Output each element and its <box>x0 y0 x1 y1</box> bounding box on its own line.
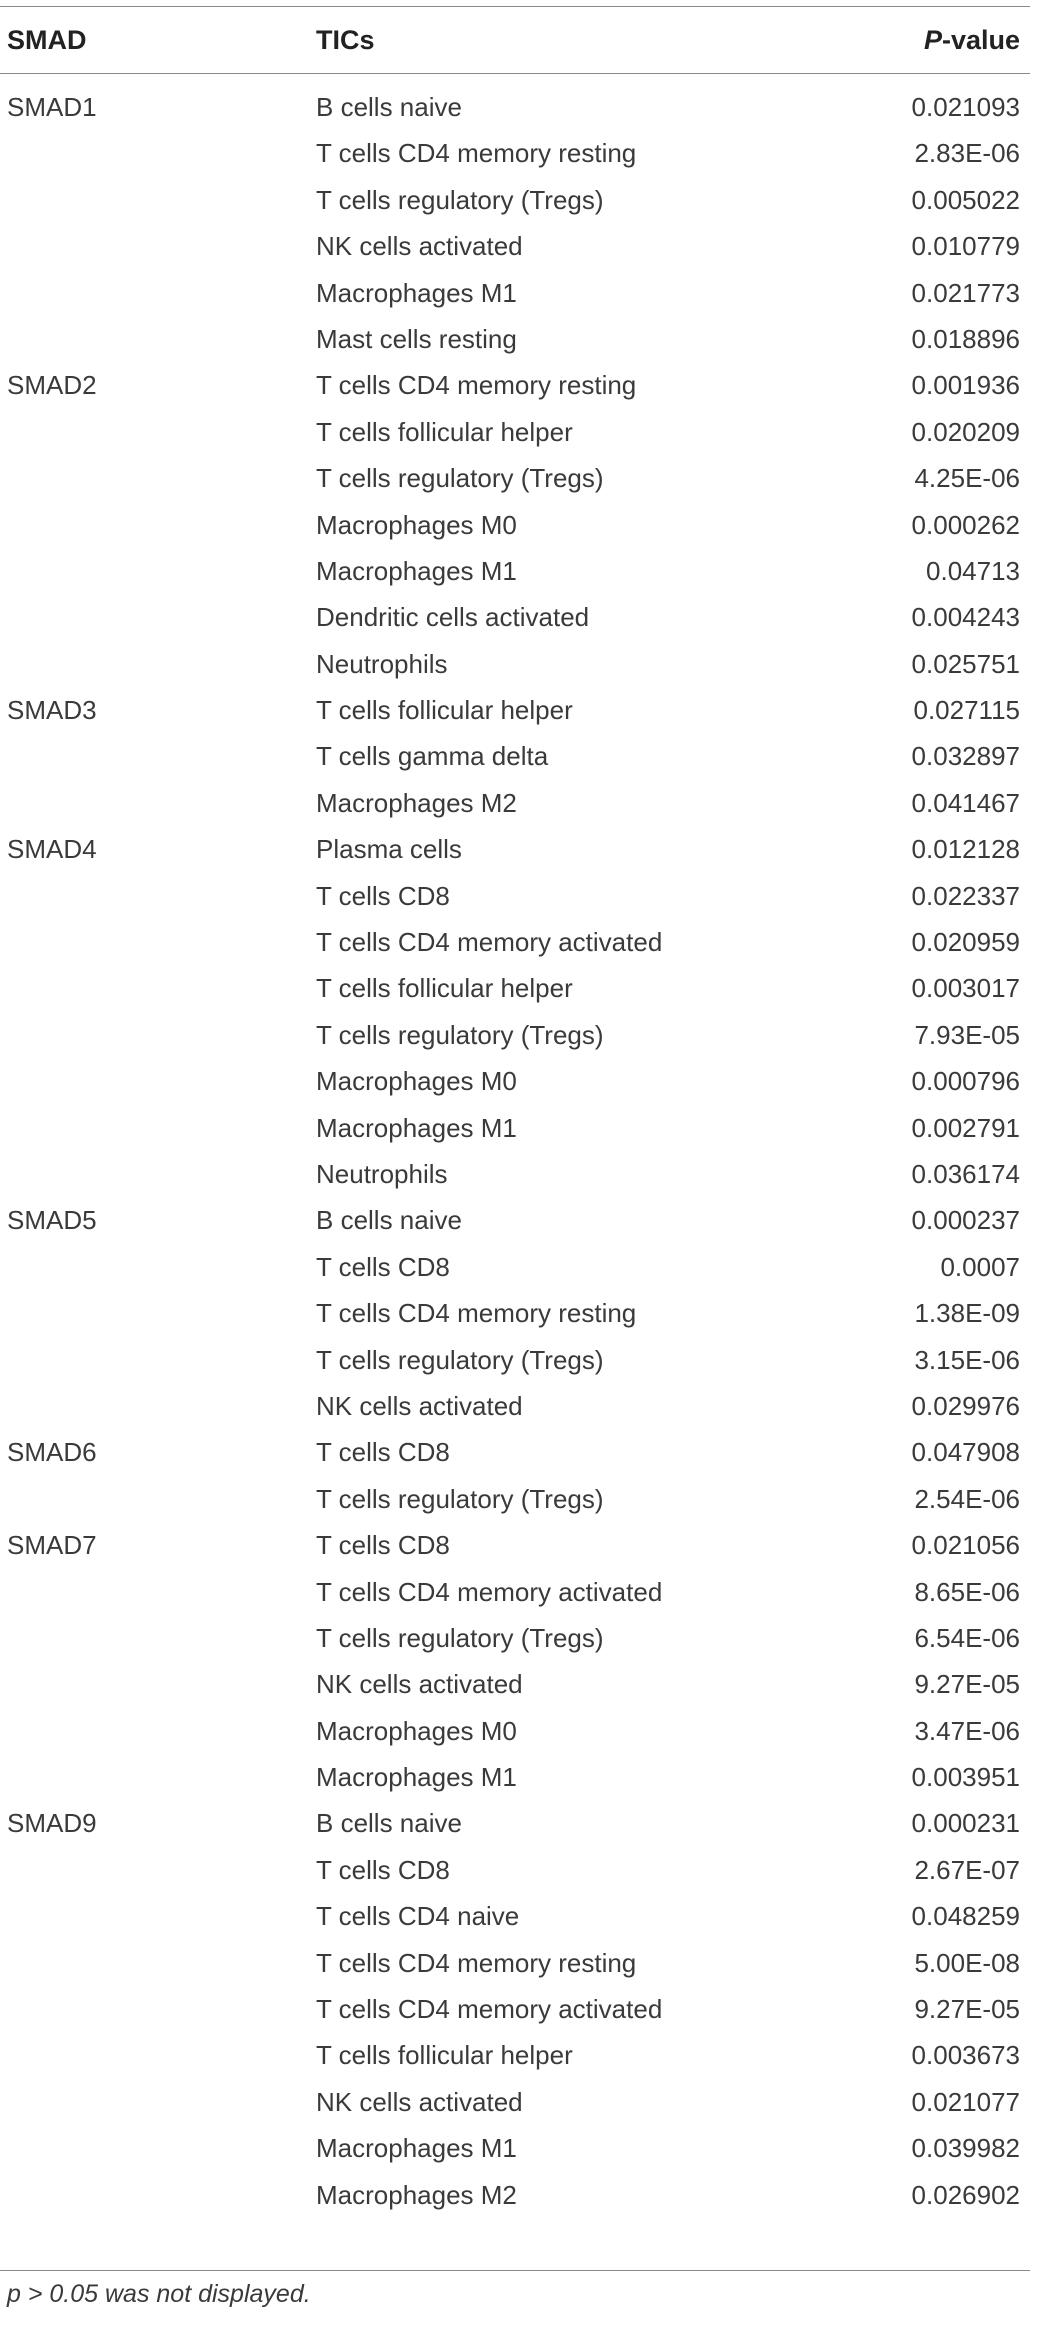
cell-tic: T cells CD8 <box>316 1854 450 1885</box>
cell-p-value: 0.021773 <box>911 277 1020 308</box>
table-header-rule <box>0 73 1030 74</box>
cell-tic: B cells naive <box>316 1205 462 1236</box>
cell-tic: Plasma cells <box>316 834 462 865</box>
cell-p-value: 0.020959 <box>911 927 1020 958</box>
cell-smad: SMAD9 <box>7 1808 97 1839</box>
table-row <box>0 2129 1030 2175</box>
table-row <box>0 1248 1030 1294</box>
cell-p-value: 0.018896 <box>911 323 1020 354</box>
cell-tic: T cells follicular helper <box>316 695 573 726</box>
cell-smad: SMAD7 <box>7 1530 97 1561</box>
cell-p-value: 0.003017 <box>911 973 1020 1004</box>
cell-tic: T cells regulatory (Tregs) <box>316 1019 604 1050</box>
table-row <box>0 1294 1030 1340</box>
table-row <box>0 1619 1030 1665</box>
table-row <box>0 1201 1030 1247</box>
cell-tic: T cells follicular helper <box>316 2040 573 2071</box>
cell-tic: Macrophages M2 <box>316 787 517 818</box>
cell-smad: SMAD6 <box>7 1437 97 1468</box>
cell-tic: T cells CD4 memory activated <box>316 1576 663 1607</box>
cell-tic: T cells CD4 memory resting <box>316 370 637 401</box>
cell-tic: T cells CD4 memory resting <box>316 1947 637 1978</box>
table-row <box>0 598 1030 644</box>
cell-tic: T cells follicular helper <box>316 416 573 447</box>
cell-tic: Macrophages M1 <box>316 2133 517 2164</box>
table-row <box>0 1526 1030 1572</box>
cell-tic: Macrophages M1 <box>316 555 517 586</box>
table-row <box>0 969 1030 1015</box>
table-row <box>0 784 1030 830</box>
cell-p-value: 0.005022 <box>911 184 1020 215</box>
cell-p-value: 9.27E-05 <box>914 1994 1020 2025</box>
table-row <box>0 181 1030 227</box>
cell-p-value: 0.020209 <box>911 416 1020 447</box>
cell-p-value: 0.036174 <box>911 1158 1020 1189</box>
table-row <box>0 1897 1030 1943</box>
header-p-letter: P <box>923 25 942 55</box>
table-row <box>0 1062 1030 1108</box>
cell-tic: T cells CD4 naive <box>316 1901 520 1932</box>
cell-p-value: 0.04713 <box>926 555 1020 586</box>
table-row <box>0 2176 1030 2222</box>
table-row <box>0 1016 1030 1062</box>
cell-p-value: 0.026902 <box>911 2179 1020 2210</box>
cell-p-value: 2.67E-07 <box>914 1854 1020 1885</box>
table-body <box>0 88 1030 2222</box>
table-row <box>0 830 1030 876</box>
cell-tic: Macrophages M1 <box>316 1112 517 1143</box>
table-row <box>0 1387 1030 1433</box>
table-row <box>0 1712 1030 1758</box>
table-row <box>0 1155 1030 1201</box>
cell-tic: Macrophages M0 <box>316 509 517 540</box>
table-row <box>0 1480 1030 1526</box>
table-row <box>0 1573 1030 1619</box>
cell-p-value: 0.048259 <box>911 1901 1020 1932</box>
cell-p-value: 6.54E-06 <box>914 1622 1020 1653</box>
cell-tic: NK cells activated <box>316 1669 523 1700</box>
cell-smad: SMAD2 <box>7 370 97 401</box>
cell-p-value: 0.010779 <box>911 231 1020 262</box>
cell-tic: B cells naive <box>316 92 462 122</box>
cell-p-value: 0.021093 <box>911 92 1020 122</box>
cell-tic: T cells CD4 memory resting <box>316 138 637 169</box>
cell-p-value: 0.003951 <box>911 1762 1020 1793</box>
cell-tic: Macrophages M0 <box>316 1066 517 1097</box>
table-footnote: p > 0.05 was not displayed. <box>7 2280 311 2308</box>
cell-p-value: 0.041467 <box>911 787 1020 818</box>
cell-p-value: 4.25E-06 <box>914 463 1020 494</box>
table-row <box>0 1804 1030 1850</box>
table-row <box>0 645 1030 691</box>
table-header-row <box>0 8 1030 72</box>
table-top-rule <box>0 6 1030 7</box>
table-row <box>0 366 1030 412</box>
cell-p-value: 0.021077 <box>911 2086 1020 2117</box>
table-row <box>0 1341 1030 1387</box>
cell-p-value: 3.15E-06 <box>914 1344 1020 1375</box>
cell-smad: SMAD5 <box>7 1205 97 1236</box>
cell-p-value: 7.93E-05 <box>914 1019 1020 1050</box>
table-row <box>0 552 1030 598</box>
header-smad: SMAD <box>7 25 87 55</box>
table-row <box>0 1944 1030 1990</box>
cell-tic: T cells regulatory (Tregs) <box>316 463 604 494</box>
table-row <box>0 1851 1030 1897</box>
cell-tic: NK cells activated <box>316 231 523 262</box>
table-row <box>0 274 1030 320</box>
cell-p-value: 9.27E-05 <box>914 1669 1020 1700</box>
table-row <box>0 923 1030 969</box>
cell-tic: Mast cells resting <box>316 323 517 354</box>
cell-p-value: 0.000262 <box>911 509 1020 540</box>
cell-tic: T cells CD8 <box>316 1251 450 1282</box>
cell-p-value: 1.38E-09 <box>914 1298 1020 1329</box>
table-row <box>0 134 1030 180</box>
table-row <box>0 1433 1030 1479</box>
cell-tic: T cells regulatory (Tregs) <box>316 184 604 215</box>
cell-tic: Dendritic cells activated <box>316 602 590 633</box>
cell-p-value: 0.025751 <box>911 648 1020 679</box>
table-row <box>0 413 1030 459</box>
table-row <box>0 2083 1030 2129</box>
cell-tic: T cells CD4 memory resting <box>316 1298 637 1329</box>
cell-p-value: 0.000231 <box>911 1808 1020 1839</box>
table-row <box>0 506 1030 552</box>
cell-p-value: 0.003673 <box>911 2040 1020 2071</box>
cell-p-value: 0.012128 <box>911 834 1020 865</box>
cell-p-value: 0.027115 <box>913 695 1020 726</box>
cell-p-value: 0.029976 <box>911 1390 1020 1421</box>
table-bottom-rule <box>0 2270 1030 2271</box>
cell-tic: Macrophages M2 <box>316 2179 517 2210</box>
cell-tic: T cells regulatory (Tregs) <box>316 1483 604 1514</box>
cell-p-value: 0.022337 <box>911 880 1020 911</box>
cell-tic: NK cells activated <box>316 2086 523 2117</box>
cell-tic: Macrophages M1 <box>316 1762 517 1793</box>
cell-tic: B cells naive <box>316 1808 462 1839</box>
cell-tic: T cells CD8 <box>316 1530 450 1561</box>
cell-smad: SMAD3 <box>7 695 97 726</box>
table-row <box>0 737 1030 783</box>
cell-tic: Neutrophils <box>316 1158 448 1189</box>
cell-tic: Macrophages M1 <box>316 277 517 308</box>
table-row <box>0 320 1030 366</box>
cell-p-value: 0.021056 <box>911 1530 1020 1561</box>
cell-p-value: 0.002791 <box>911 1112 1020 1143</box>
table-row <box>0 459 1030 505</box>
table-row <box>0 1758 1030 1804</box>
cell-p-value: 5.00E-08 <box>914 1947 1020 1978</box>
table-row <box>0 2036 1030 2082</box>
cell-tic: T cells CD4 memory activated <box>316 1994 663 2025</box>
cell-p-value: 0.001936 <box>911 370 1020 401</box>
cell-tic: Neutrophils <box>316 648 448 679</box>
table-row <box>0 227 1030 273</box>
cell-tic: T cells CD8 <box>316 880 450 911</box>
header-tics: TICs <box>316 25 375 55</box>
cell-p-value: 0.0007 <box>940 1251 1020 1282</box>
header-p-value <box>924 25 1020 56</box>
cell-tic: T cells regulatory (Tregs) <box>316 1622 604 1653</box>
table-row <box>0 1109 1030 1155</box>
table-row <box>0 1665 1030 1711</box>
cell-p-value: 0.032897 <box>911 741 1020 772</box>
cell-p-value: 0.039982 <box>911 2133 1020 2164</box>
cell-p-value: 0.004243 <box>911 602 1020 633</box>
cell-tic: Macrophages M0 <box>316 1715 517 1746</box>
table-row <box>0 1990 1030 2036</box>
cell-smad: SMAD1 <box>7 92 97 122</box>
cell-p-value: 2.54E-06 <box>914 1483 1020 1514</box>
cell-p-value: 0.047908 <box>911 1437 1020 1468</box>
cell-tic: NK cells activated <box>316 1390 523 1421</box>
table-row <box>0 877 1030 923</box>
cell-p-value: 0.000796 <box>911 1066 1020 1097</box>
cell-p-value: 8.65E-06 <box>914 1576 1020 1607</box>
cell-p-value: 0.000237 <box>911 1205 1020 1236</box>
cell-tic: T cells gamma delta <box>316 741 549 772</box>
header-p-suffix: -value <box>941 25 1020 55</box>
cell-p-value: 2.83E-06 <box>914 138 1020 169</box>
cell-tic: T cells follicular helper <box>316 973 573 1004</box>
cell-p-value: 3.47E-06 <box>914 1715 1020 1746</box>
cell-tic: T cells CD8 <box>316 1437 450 1468</box>
cell-smad: SMAD4 <box>7 834 97 865</box>
cell-tic: T cells regulatory (Tregs) <box>316 1344 604 1375</box>
table-row <box>0 88 1030 134</box>
cell-tic: T cells CD4 memory activated <box>316 927 663 958</box>
table-row <box>0 691 1030 737</box>
